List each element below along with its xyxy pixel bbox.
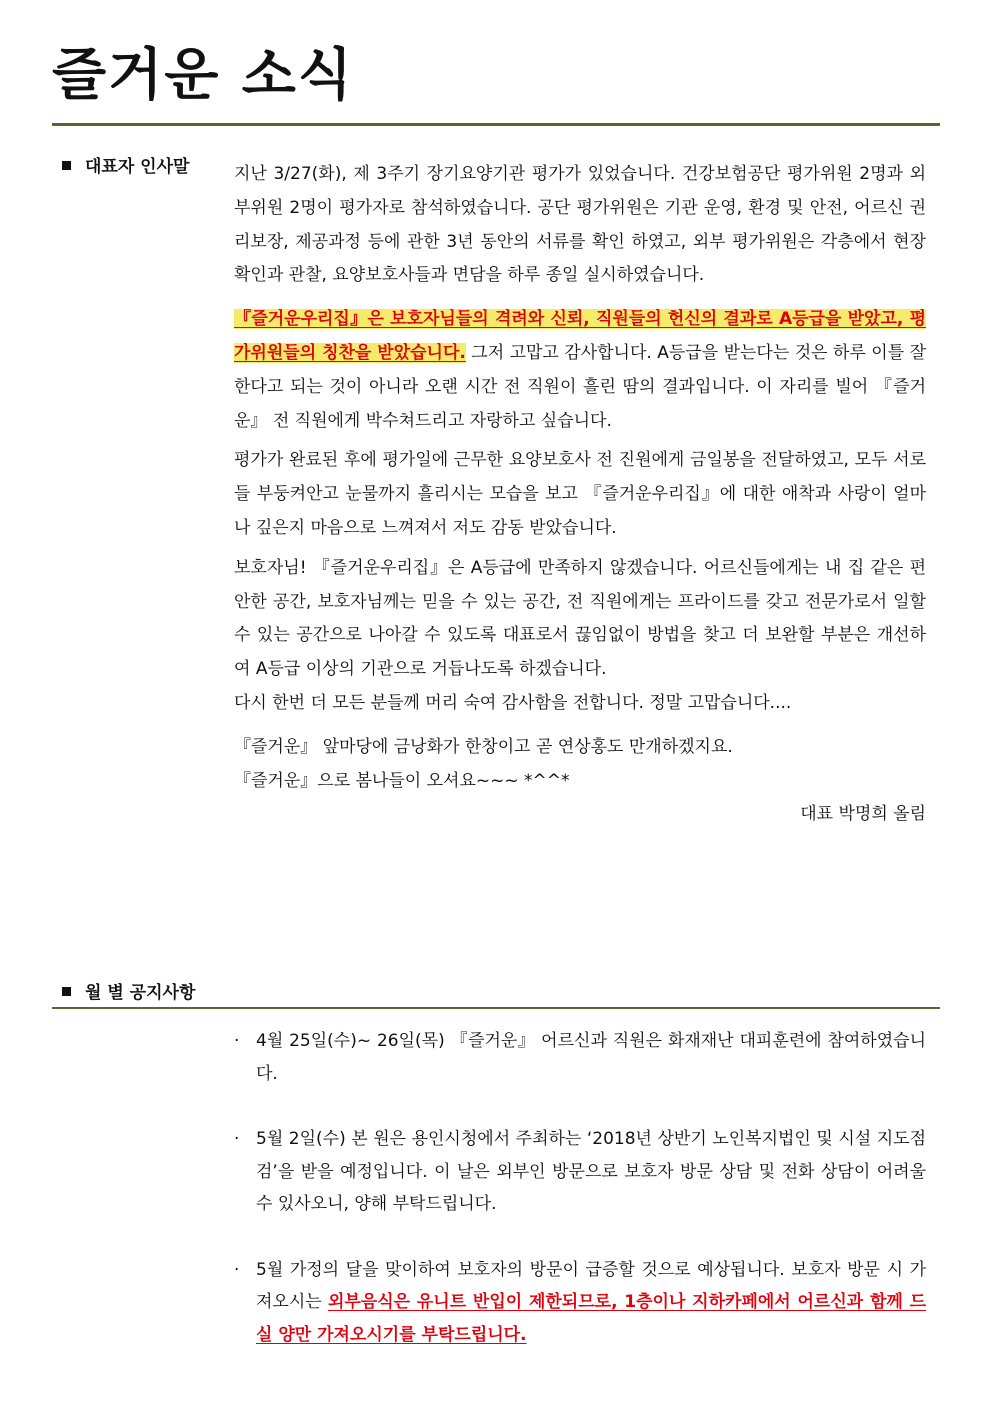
greeting-body [234, 158, 926, 832]
notices-divider [52, 1007, 940, 1009]
title-divider [52, 123, 940, 126]
greeting-label-text: 대표자 인사말 [85, 157, 190, 177]
notices-list [234, 1025, 926, 1351]
signature: 대표 박명희 올림 [800, 804, 926, 825]
notice-item [234, 1254, 926, 1352]
dot-bullet-icon: · [234, 1129, 240, 1149]
newsletter-title: 즐거운 소식 [52, 43, 354, 108]
dot-bullet-icon: · [234, 1259, 240, 1280]
greeting-paragraph-5: 다시 한번 더 모든 분들께 머리 숙여 감사함을 전합니다. 정말 고맙습니다.... [234, 692, 792, 713]
greeting-paragraph-6b: 『즐거운』으로 봄나들이 오셔요~~~ *^^* [234, 770, 570, 791]
greeting-paragraph-4: 보호자님! 『즐거운우리집』은 A등급에 만족하지 않겠습니다. 어르신들에게는 내 집 같은 편안한 공간, 보호자님께는 믿을 수 있는 공간, 전 직원에게는 프라이드를 갖고 전문가로서 일할 수 있는 공간으로 나아갈 수 있도록 대표로서 끊임없이 방법을 찾고 더 보완할 부분은 개선하여 A등급 이상의 기관으로 거듭나도록 하겠습니다. [234, 557, 926, 680]
greeting-paragraph-6a: 『즐거운』 앞마당에 금낭화가 한창이고 곧 연상홍도 만개하겠지요. [234, 736, 733, 757]
greeting-paragraph-2-rest: 그저 고맙고 감사합니다. A등급을 받는다는 것은 하루 이틀 잘한다고 되는 것이 아니라 오랜 시간 전 직원이 흘린 땀의 결과입니다. 이 자리를 빌어 『즐거운』 전 직원에게 박수쳐드리고 자랑하고 싶습니다. [234, 342, 926, 431]
notice-text: 5월 2일(수) 본 원은 용인시청에서 주최하는 ‘2018년 상반기 노인복지법인 및 시설 지도점검’을 받을 예정입니다. 이 날은 외부인 방문으로 보호자 방문 상담 및 전화 상담이 어려울 수 있사오니, 양해 부탁드립니다. [256, 1129, 926, 1214]
notice-warning: 외부음식은 유니트 반입이 제한되므로, 1층이나 지하카페에서 어르신과 함께 드실 양만 가져오시기를 부탁드립니다. [256, 1292, 927, 1345]
notices-label-text: 월 별 공지사항 [85, 983, 196, 1003]
square-bullet-icon [62, 987, 71, 996]
notice-text: 5월 가정의 달을 맞이하여 보호자의 방문이 급증할 것으로 예상됩니다. 보호자 방문 시 가져오시는 [256, 1259, 926, 1312]
square-bullet-icon [62, 161, 71, 170]
highlighted-announcement: 『즐거운우리집』은 보호자님들의 격려와 신뢰, 직원들의 헌신의 결과로 A등급을 받았고, 평가위원들의 칭찬을 받았습니다. [234, 309, 926, 363]
greeting-paragraph-1: 지난 3/27(화), 제 3주기 장기요양기관 평가가 있었습니다. 건강보험공단 평가위원 2명과 외부위원 2명이 평가자로 참석하였습니다. 공단 평가위원은 기관 운영, 환경 및 안전, 어르신 권리보장, 제공과정 등에 관한 3년 동안의 서류를 확인 하였고, 외부 평가위원은 각층에서 현장 확인과 관찰, 요양보호사들과 면담을 하루 종일 실시하였습니다. [234, 164, 926, 286]
greeting-section-label [62, 155, 189, 179]
notice-item [234, 1025, 926, 1090]
notice-text: 4월 25일(수)~ 26일(목) 『즐거운』 어르신과 직원은 화재재난 대피훈련에 참여하였습니다. [256, 1031, 926, 1084]
greeting-paragraph-2 [234, 303, 926, 438]
greeting-paragraph-3: 평가가 완료된 후에 평가일에 근무한 요양보호사 전 진원에게 금일봉을 전달하였고, 모두 서로들 부둥켜안고 눈물까지 흘리시는 모습을 보고 『즐거운우리집』에 대한 애착과 사랑이 얼마나 깊은지 마음으로 느껴져서 저도 감동 받았습니다. [234, 450, 926, 538]
dot-bullet-icon: · [234, 1031, 240, 1051]
notices-section-label [62, 981, 195, 1005]
notice-item [234, 1123, 926, 1221]
